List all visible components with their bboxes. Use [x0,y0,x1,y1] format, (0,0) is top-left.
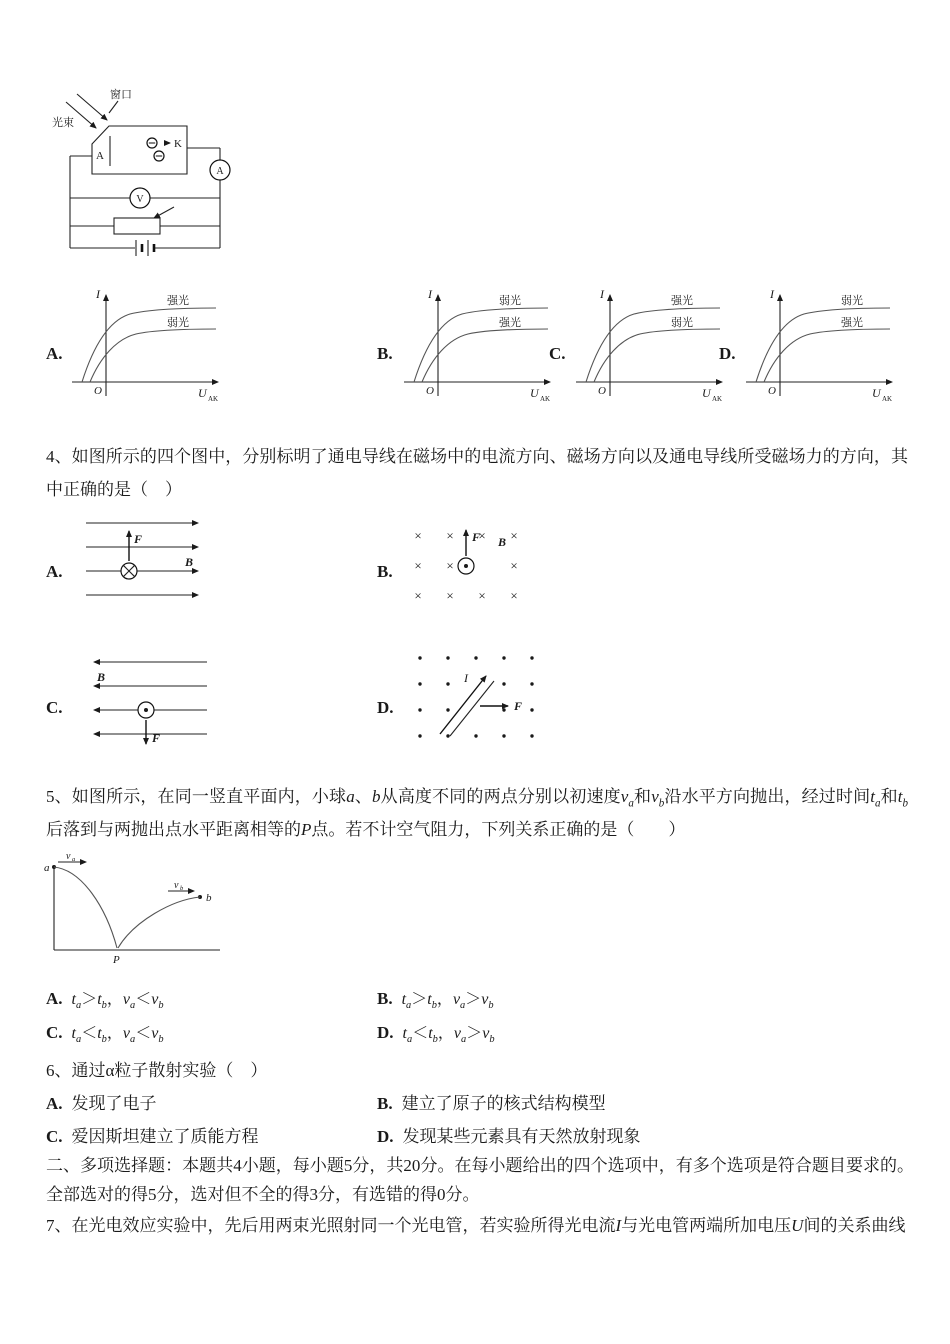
svg-text:×: × [414,528,422,543]
upper-curve [586,308,720,382]
x-axis-subscript: AK [882,395,893,403]
voltmeter-icon [130,188,150,208]
upper-curve-label: 弱光 [499,295,521,307]
ammeter-icon [210,160,230,180]
lower-curve-label: 弱光 [167,317,189,329]
svg-text:×: × [446,588,454,603]
svg-text:×: × [478,528,486,543]
q6-option-b [377,1089,606,1114]
photocell-circuit-figure [52,86,267,264]
svg-text:×: × [510,588,518,603]
q5-option-c [46,1020,164,1046]
window-label: 窗口 [110,89,132,101]
y-axis-label: I [600,287,604,301]
graph-option-a-label: A. [46,344,63,363]
x-axis-label: U [198,386,207,400]
lower-curve-label: 强光 [499,317,521,329]
q7-question-text: 7、在光电效应实验中，先后用两束光照射同一个光电管，若实验所得光电流I与光电管两端所加电压U间的关系曲线 [46,1216,906,1235]
q4-figure-a [84,513,209,613]
current-out-of-page-icon [138,702,154,718]
upper-curve [82,308,216,382]
force-label: F [472,530,481,544]
voltmeter-label: V [136,194,144,205]
upper-curve-label: 弱光 [841,295,863,307]
svg-text:×: × [446,528,454,543]
force-label: F [152,731,161,745]
vb-label: v [174,880,179,891]
q5-projectile-figure [42,851,232,966]
rheostat-icon [114,207,174,234]
q5-option-d-label: D. [377,1023,394,1042]
ammeter-label: A [216,166,224,177]
svg-text:×: × [510,528,518,543]
vb-subscript: b [180,885,184,892]
point-p-label: P [113,954,120,966]
q4-option-a-label: A. [46,562,63,581]
iv-curve-graph-b [398,282,558,407]
iv-curve-graph-a [66,282,226,407]
y-axis-label: I [770,287,774,301]
origin-label: O [598,385,606,397]
launch-point-a [44,851,86,874]
q5-option-c-formula: $t_a<t_b$，$v_a<v_b$ [71,1025,164,1046]
lower-curve [90,329,216,382]
svg-text:×: × [414,558,422,573]
q6-option-b-text: 建立了原子的核式结构模型 [401,1094,606,1113]
x-axis-label: U [702,386,711,400]
graph-option-b-label: B. [377,344,393,363]
light-beam-arrows [52,94,107,129]
field-label: B [185,555,194,569]
phototube [92,126,187,174]
current-into-page-icon [121,563,137,579]
svg-text:×: × [478,588,486,603]
origin-label: O [426,385,434,397]
force-label: F [514,699,523,713]
q6-option-d-label: D. [377,1127,394,1146]
va-subscript: a [72,856,76,863]
q5-option-b-label: B. [377,989,393,1008]
upper-curve [414,308,548,382]
upper-curve-label: 强光 [671,295,693,307]
x-axis-subscript: AK [712,395,723,403]
q4-option-d-label: D. [377,698,394,717]
force-label: F [134,532,143,546]
q4-figure-d [408,648,538,748]
field-label: B [97,670,106,684]
q6-option-b-label: B. [377,1094,393,1113]
q5-question-text: 5、如图所示，在同一竖直平面内，小球a、b从高度不同的两点分别以初速度$v_a$和$v_b$沿水平方向抛出，经过时间$t_a$和$t_b$后落到与两抛出点水平距离相等的P点。若不计空气阻力，下列关系正确的是（ ） [46,787,909,840]
q6-option-a [46,1089,157,1114]
q6-option-d-text: 发现某些元素具有天然放射现象 [402,1127,641,1146]
current-label: I [464,671,468,685]
q5-option-d-formula: $t_a<t_b$，$v_a>v_b$ [402,1025,495,1046]
q6-option-c [46,1122,259,1147]
field-lines-left [94,662,207,734]
field-out-of-page-dots [418,656,533,737]
q6-option-a-label: A. [46,1094,63,1113]
window-callout [109,87,132,113]
q6-question-text: 6、通过α粒子散射实验（ ） [46,1061,268,1080]
q4-option-c-label: C. [46,698,63,717]
q4-question-text: 4、如图所示的四个图中，分别标明了通电导线在磁场中的电流方向、磁场方向以及通电导线所受磁场力的方向，其中正确的是（ ） [46,447,908,500]
q5-option-b-formula: $t_a>t_b$，$v_a>v_b$ [401,991,494,1012]
q5-option-a-label: A. [46,989,63,1008]
q5-option-a [46,986,164,1012]
trajectory-a [54,867,117,948]
svg-text:×: × [446,558,454,573]
lower-curve [764,329,890,382]
x-axis-label: U [872,386,881,400]
q5-option-b [377,986,494,1012]
lower-curve [422,329,548,382]
q4-option-b-label: B. [377,562,393,581]
point-a-label: a [44,862,50,874]
battery-icon [136,240,154,256]
current-out-of-page-icon [458,558,474,574]
q6-option-c-text: 爱因斯坦建立了质能方程 [71,1127,259,1146]
y-axis-label: I [428,287,432,301]
upper-curve [756,308,890,382]
origin-label: O [768,385,776,397]
x-axis-label: U [530,386,539,400]
x-axis-subscript: AK [208,395,219,403]
q6-option-c-label: C. [46,1127,63,1146]
q5-option-a-formula: $t_a>t_b$，$v_a<v_b$ [71,991,164,1012]
graph-option-d-label: D. [719,344,736,363]
graph-option-c-label: C. [549,344,566,363]
q4-figure-c [84,652,209,752]
q5-option-c-label: C. [46,1023,63,1042]
va-label: v [66,851,71,862]
launch-point-b [168,880,212,904]
lower-curve [594,329,720,382]
beam-label: 光束 [52,117,74,129]
q6-option-a-text: 发现了电子 [71,1094,157,1113]
plate-a-label: A [96,150,104,162]
x-axis-subscript: AK [540,395,551,403]
q6-option-d [377,1122,641,1147]
iv-curve-graph-d [740,282,900,407]
field-label: B [498,535,507,549]
svg-text:×: × [414,588,422,603]
y-axis-label: I [96,287,100,301]
trajectory-b [118,897,200,948]
q4-figure-b [408,522,528,617]
lower-curve-label: 强光 [841,317,863,329]
origin-label: O [94,385,102,397]
lower-curve-label: 弱光 [671,317,693,329]
upper-curve-label: 强光 [167,295,189,307]
point-b-label: b [206,892,212,904]
q5-option-d [377,1020,495,1046]
section-2-header: 二、多项选择题：本题共4小题，每小题5分，共20分。在每小题给出的四个选项中，有多个选项是符合题目要求的。全部选对的得5分，选对但不全的得3分，有选错的得0分。 [46,1156,914,1204]
svg-text:×: × [510,558,518,573]
cathode-k-label: K [174,138,182,150]
iv-curve-graph-c [570,282,730,407]
